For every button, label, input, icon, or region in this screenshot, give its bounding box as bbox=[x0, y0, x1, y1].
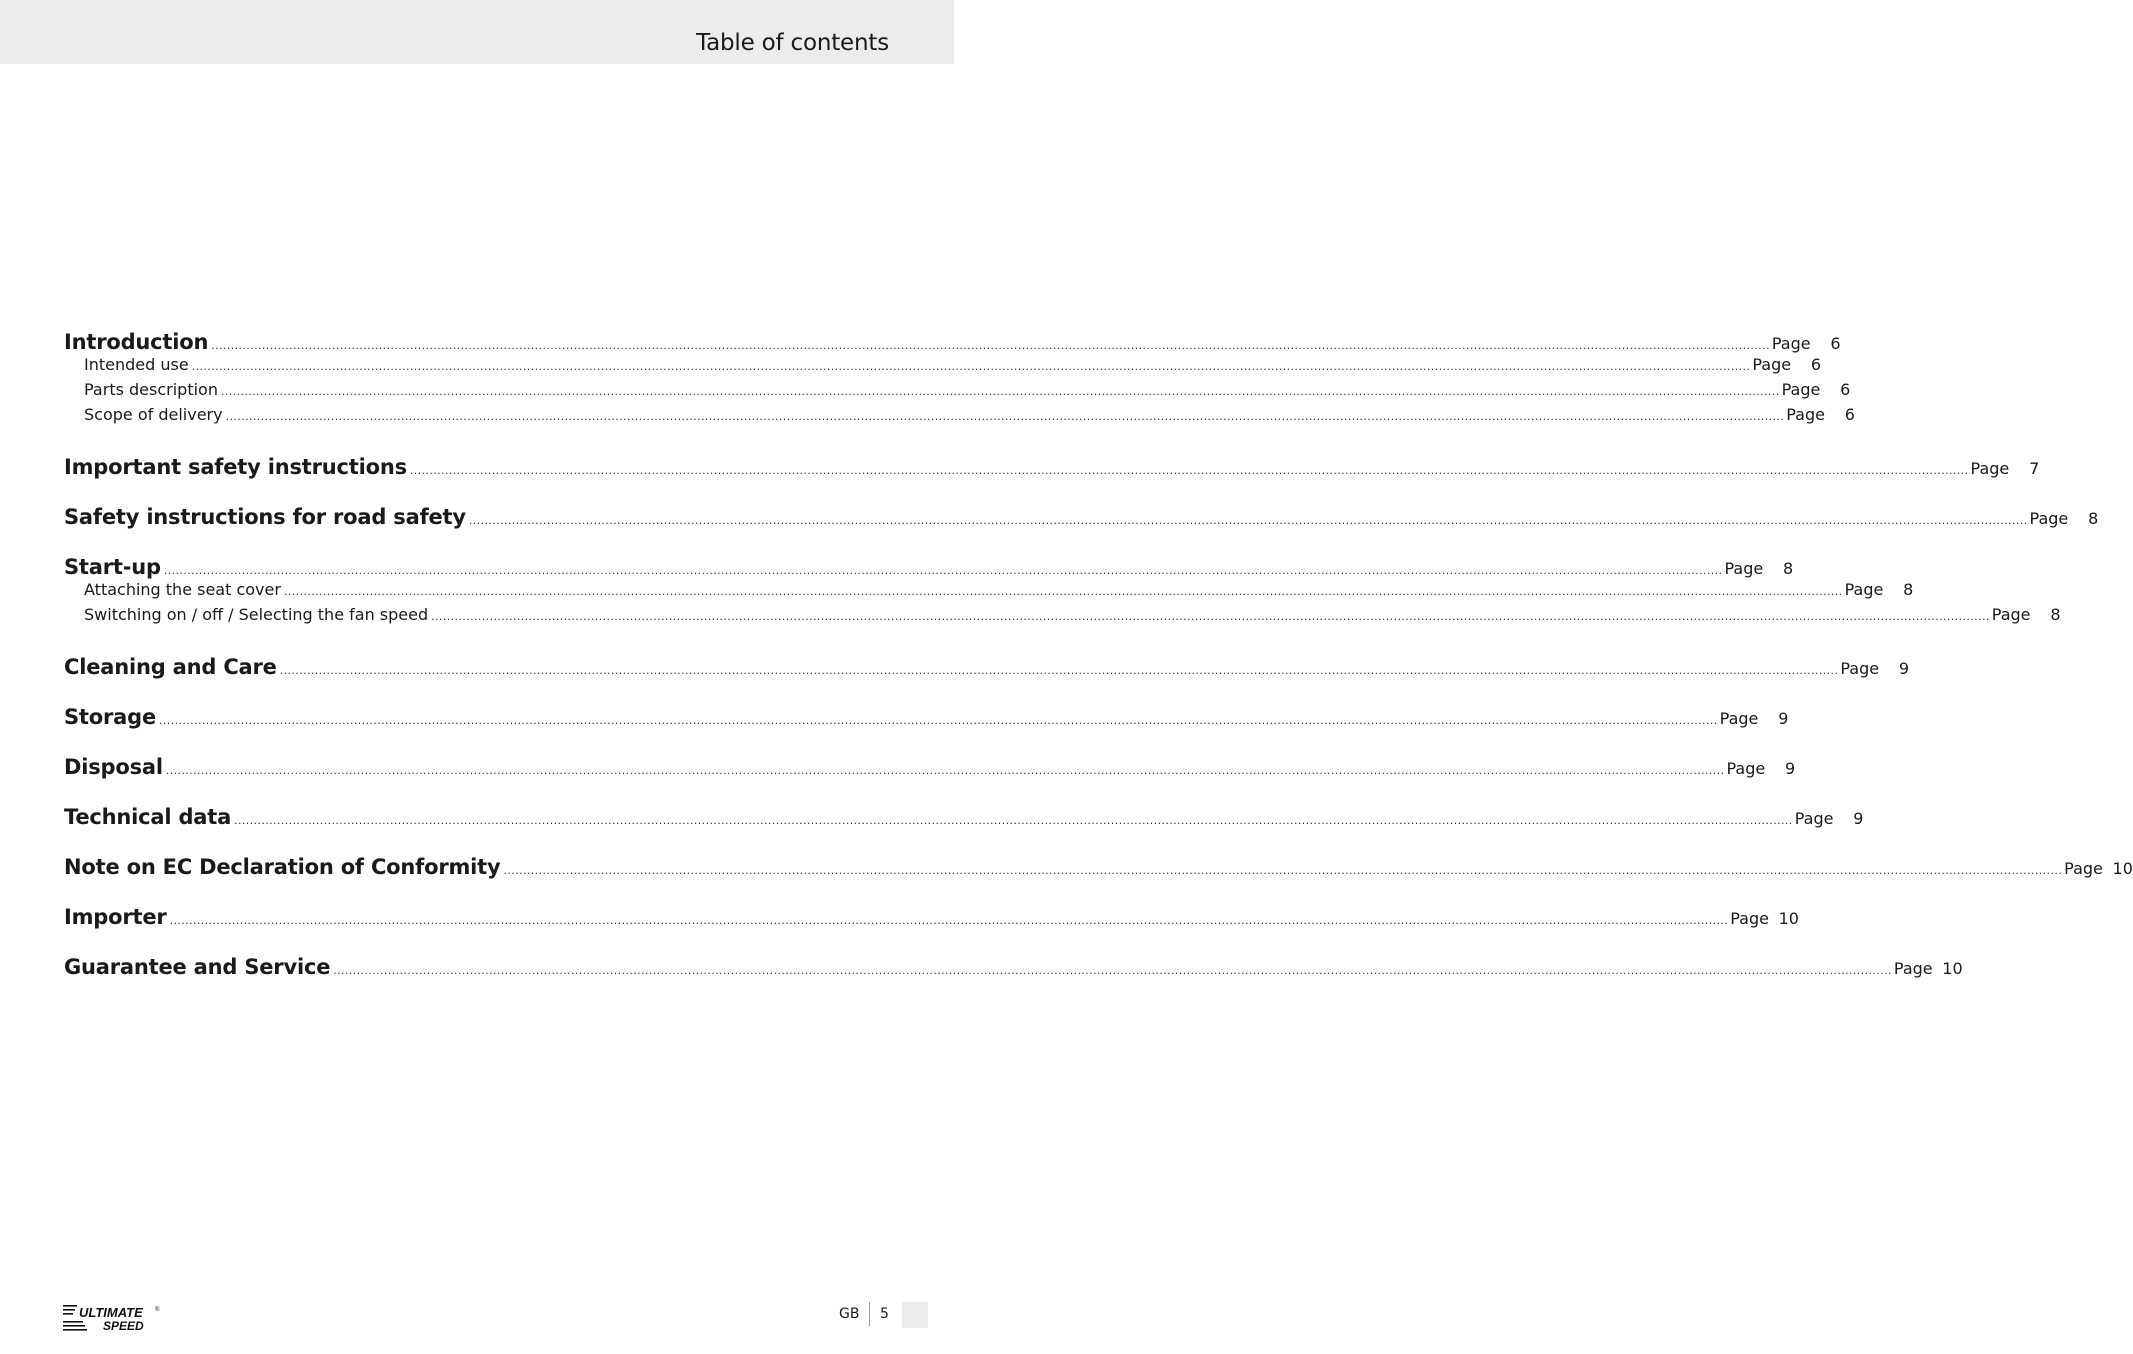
page-label: Page bbox=[1724, 559, 1764, 578]
dot-leader: ................................................................................................................................................................................................................................................................................................................................................................................................................ bbox=[409, 464, 1969, 477]
dot-leader: ................................................................................................................................................................................................................................................................................................................................................................................................................ bbox=[220, 385, 1780, 398]
page-label: Page bbox=[1752, 355, 1792, 374]
toc-subsection-entry bbox=[64, 580, 1914, 605]
toc-section-entry bbox=[64, 705, 1789, 730]
toc-section-entry bbox=[64, 755, 1796, 780]
toc-entry-title: Introduction bbox=[64, 330, 209, 354]
toc-subsection-entry bbox=[64, 355, 1822, 380]
toc-section-entry bbox=[64, 330, 1841, 355]
page-label: Page bbox=[1786, 405, 1825, 424]
svg-text:SPEED: SPEED bbox=[103, 1319, 144, 1333]
toc-entry-title: Guarantee and Service bbox=[64, 955, 331, 979]
language-code: GB bbox=[839, 1306, 860, 1322]
dot-leader: ................................................................................................................................................................................................................................................................................................................................................................................................................ bbox=[333, 964, 1892, 977]
toc-entry-title: Cleaning and Care bbox=[64, 655, 277, 679]
toc-entry-title: Parts description bbox=[84, 380, 218, 399]
dot-leader: ................................................................................................................................................................................................................................................................................................................................................................................................................ bbox=[283, 585, 1843, 598]
page-label: Page bbox=[1893, 959, 1933, 978]
footer-divider bbox=[869, 1302, 870, 1326]
page-label: Page bbox=[1840, 659, 1880, 678]
toc-entry-title: Storage bbox=[64, 705, 156, 729]
dot-leader: ................................................................................................................................................................................................................................................................................................................................................................................................................ bbox=[165, 764, 1725, 777]
toc-subsection-entry bbox=[64, 605, 2061, 630]
page-reference-number: 10 bbox=[1778, 909, 1799, 928]
dot-leader: ................................................................................................................................................................................................................................................................................................................................................................................................................ bbox=[211, 339, 1770, 352]
dot-leader: ................................................................................................................................................................................................................................................................................................................................................................................................................ bbox=[191, 360, 1751, 373]
page-label: Page bbox=[1771, 334, 1811, 353]
toc-subsection-entry bbox=[64, 405, 1855, 430]
toc-section-entry bbox=[64, 855, 2133, 880]
dot-leader: ................................................................................................................................................................................................................................................................................................................................................................................................................ bbox=[503, 864, 2063, 877]
page-label: Page bbox=[1970, 459, 2010, 478]
page-reference-number: 8 bbox=[2050, 605, 2061, 624]
page-reference-number: 6 bbox=[1810, 355, 1822, 374]
page-reference-number: 9 bbox=[1785, 759, 1796, 778]
page-label: Page bbox=[1730, 909, 1769, 928]
toc-section-entry bbox=[64, 455, 2040, 480]
dot-leader: ................................................................................................................................................................................................................................................................................................................................................................................................................ bbox=[431, 610, 1990, 623]
toc-entry-title: Technical data bbox=[64, 805, 232, 829]
page-reference-number: 6 bbox=[1830, 334, 1841, 353]
toc-entry-title: Disposal bbox=[64, 755, 163, 779]
page-reference-number: 6 bbox=[1840, 380, 1851, 399]
toc-section-entry bbox=[64, 905, 1799, 930]
footer-tab-marker bbox=[902, 1302, 928, 1328]
page-label: Page bbox=[1794, 809, 1834, 828]
page-reference-number: 9 bbox=[1898, 659, 1910, 678]
ultimate-speed-logo bbox=[63, 1302, 161, 1332]
page-reference-number: 9 bbox=[1853, 809, 1864, 828]
dot-leader: ................................................................................................................................................................................................................................................................................................................................................................................................................ bbox=[163, 564, 1723, 577]
toc-section-entry bbox=[64, 655, 1910, 680]
dot-leader: ................................................................................................................................................................................................................................................................................................................................................................................................................ bbox=[234, 814, 1793, 827]
svg-text:®: ® bbox=[155, 1307, 160, 1313]
toc-entry-title: Start-up bbox=[64, 555, 161, 579]
toc-section-entry bbox=[64, 555, 1794, 580]
toc-entry-title: Importer bbox=[64, 905, 167, 929]
page-reference-number: 7 bbox=[2029, 459, 2040, 478]
dot-leader: ................................................................................................................................................................................................................................................................................................................................................................................................................ bbox=[279, 664, 1839, 677]
toc-entry-title: Intended use bbox=[84, 355, 189, 374]
dot-leader: ................................................................................................................................................................................................................................................................................................................................................................................................................ bbox=[159, 714, 1718, 727]
page-reference-number: 10 bbox=[1942, 959, 1963, 978]
toc-entry-title: Important safety instructions bbox=[64, 455, 407, 479]
page-reference-number: 9 bbox=[1778, 709, 1789, 728]
dot-leader: ................................................................................................................................................................................................................................................................................................................................................................................................................ bbox=[169, 914, 1729, 927]
page-number: 5 bbox=[880, 1306, 889, 1322]
toc-entry-title: Attaching the seat cover bbox=[84, 580, 281, 599]
page-reference-number: 10 bbox=[2112, 859, 2133, 878]
page-label: Page bbox=[1726, 759, 1766, 778]
page-reference-number: 8 bbox=[1903, 580, 1914, 599]
dot-leader: ................................................................................................................................................................................................................................................................................................................................................................................................................ bbox=[468, 514, 2028, 527]
page-reference-number: 8 bbox=[2088, 509, 2099, 528]
page-label: Page bbox=[1844, 580, 1884, 599]
toc-entry-title: Switching on / off / Selecting the fan speed bbox=[84, 605, 429, 624]
toc-entry-title: Scope of delivery bbox=[84, 405, 223, 424]
toc-section-entry bbox=[64, 505, 2099, 530]
page-label: Page bbox=[2064, 859, 2103, 878]
toc-section-entry bbox=[64, 805, 1864, 830]
page-label: Page bbox=[2029, 509, 2069, 528]
page-label: Page bbox=[1719, 709, 1759, 728]
dot-leader: ................................................................................................................................................................................................................................................................................................................................................................................................................ bbox=[225, 410, 1785, 423]
table-of-contents bbox=[64, 330, 2133, 980]
toc-section-entry bbox=[64, 955, 1963, 980]
page-title: Table of contents bbox=[696, 30, 889, 56]
page-label: Page bbox=[1991, 605, 2031, 624]
page-label: Page bbox=[1781, 380, 1821, 399]
svg-text:ULTIMATE: ULTIMATE bbox=[79, 1305, 143, 1320]
toc-entry-title: Note on EC Declaration of Conformity bbox=[64, 855, 501, 879]
page-reference-number: 6 bbox=[1844, 405, 1855, 424]
page-reference-number: 8 bbox=[1783, 559, 1794, 578]
toc-entry-title: Safety instructions for road safety bbox=[64, 505, 466, 529]
toc-subsection-entry bbox=[64, 380, 1851, 405]
